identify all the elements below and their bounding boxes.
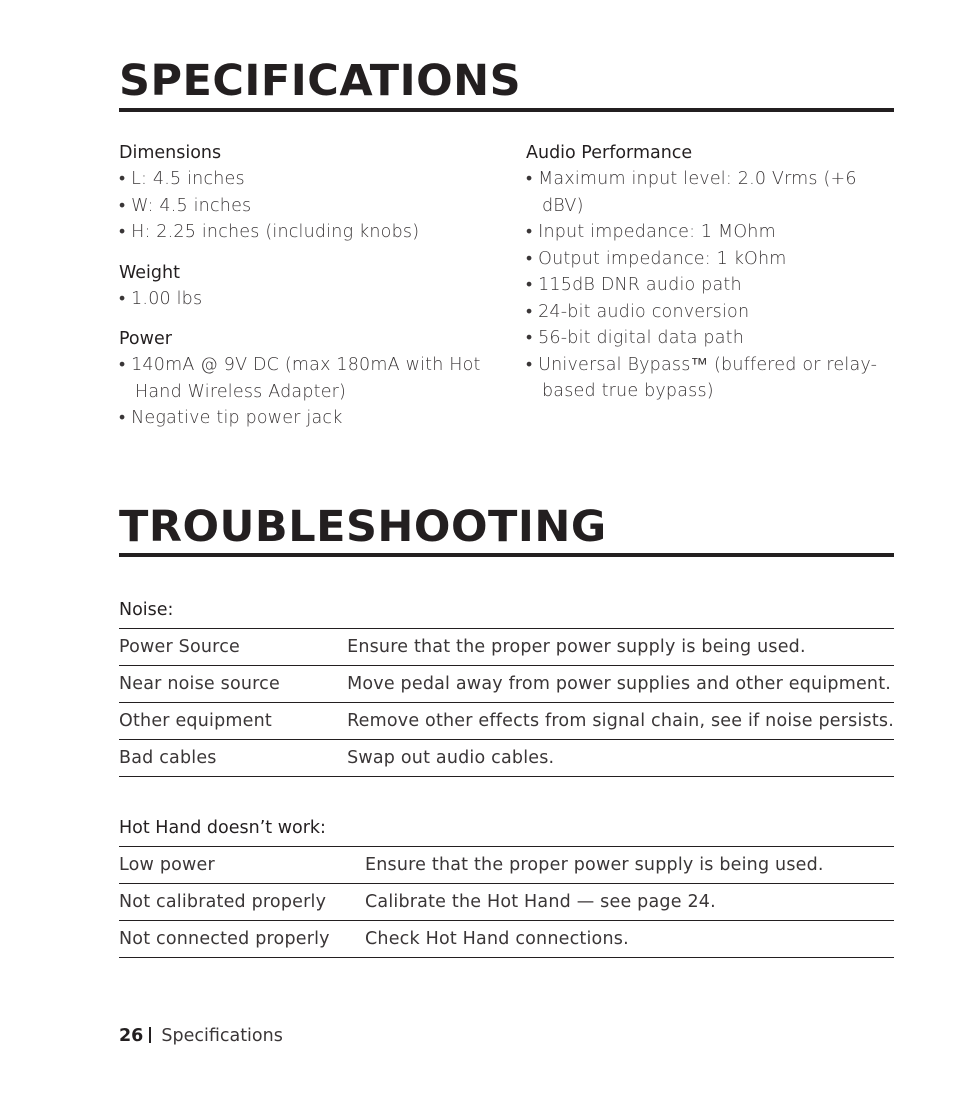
hot-hand-label: Hot Hand doesn’t work: xyxy=(119,818,326,838)
hot-hand-section xyxy=(119,815,894,958)
cause-cell: Not calibrated properly xyxy=(119,884,365,921)
table-row xyxy=(119,666,894,703)
spec-heading: Power xyxy=(119,329,172,349)
spec-group-power xyxy=(119,326,489,432)
spec-item: • H: 2.25 inches (including knobs) xyxy=(119,219,489,246)
spec-item: • 24-bit audio conversion xyxy=(526,299,896,326)
spec-item: • W: 4.5 inches xyxy=(119,193,489,220)
table-row xyxy=(119,629,894,666)
spec-list xyxy=(526,166,896,405)
solution-cell: Ensure that the proper power supply is being used. xyxy=(347,629,894,666)
solution-cell: Move pedal away from power supplies and other equipment. xyxy=(347,666,894,703)
page-footer xyxy=(119,1024,283,1048)
solution-cell: Calibrate the Hot Hand — see page 24. xyxy=(365,884,894,921)
cause-cell: Low power xyxy=(119,847,365,884)
noise-section xyxy=(119,597,894,777)
spec-list xyxy=(119,352,489,432)
table-row xyxy=(119,703,894,740)
cause-cell: Bad cables xyxy=(119,740,347,777)
spec-item: • 140mA @ 9V DC (max 180mA with Hot Hand Wireless Adapter) xyxy=(119,352,489,405)
spec-group-dimensions xyxy=(119,140,489,246)
troubleshooting-rule xyxy=(119,553,894,557)
footer-divider xyxy=(149,1027,151,1043)
spec-heading: Audio Performance xyxy=(526,143,693,163)
spec-item: • Negative tip power jack xyxy=(119,405,489,432)
spec-item: • 1.00 lbs xyxy=(119,286,489,313)
spec-group-weight xyxy=(119,260,489,313)
spec-item: • Output impedance: 1 kOhm xyxy=(526,246,896,273)
specs-left-column xyxy=(119,140,489,446)
spec-item: • 115dB DNR audio path xyxy=(526,272,896,299)
specs-right-column xyxy=(526,140,896,419)
spec-item: • Input impedance: 1 MOhm xyxy=(526,219,896,246)
specifications-title: SPECIFICATIONS xyxy=(119,56,522,106)
solution-cell: Ensure that the proper power supply is being used. xyxy=(365,847,894,884)
solution-cell: Remove other effects from signal chain, see if noise persists. xyxy=(347,703,894,740)
table-row xyxy=(119,921,894,958)
spec-item: • Universal Bypass™ (buffered or relay-based true bypass) xyxy=(526,352,896,405)
noise-label: Noise: xyxy=(119,600,174,620)
noise-table xyxy=(119,628,894,777)
cause-cell: Near noise source xyxy=(119,666,347,703)
cause-cell: Not connected properly xyxy=(119,921,365,958)
troubleshooting-title: TROUBLESHOOTING xyxy=(119,502,607,552)
table-row xyxy=(119,740,894,777)
specifications-rule xyxy=(119,108,894,112)
spec-group-audio-performance xyxy=(526,140,896,405)
table-row xyxy=(119,884,894,921)
spec-heading: Weight xyxy=(119,262,180,283)
spec-item: • Maximum input level: 2.0 Vrms (+6 dBV) xyxy=(526,166,896,219)
spec-item: • L: 4.5 inches xyxy=(119,166,489,193)
cause-cell: Power Source xyxy=(119,629,347,666)
spec-list xyxy=(119,286,489,313)
page-number: 26 xyxy=(119,1026,144,1046)
cause-cell: Other equipment xyxy=(119,703,347,740)
hot-hand-table xyxy=(119,846,894,958)
spec-heading: Dimensions xyxy=(119,143,222,163)
spec-item: • 56-bit digital data path xyxy=(526,325,896,352)
solution-cell: Check Hot Hand connections. xyxy=(365,921,894,958)
solution-cell: Swap out audio cables. xyxy=(347,740,894,777)
table-row xyxy=(119,847,894,884)
spec-list xyxy=(119,166,489,246)
footer-section-name: Specifications xyxy=(161,1026,283,1046)
